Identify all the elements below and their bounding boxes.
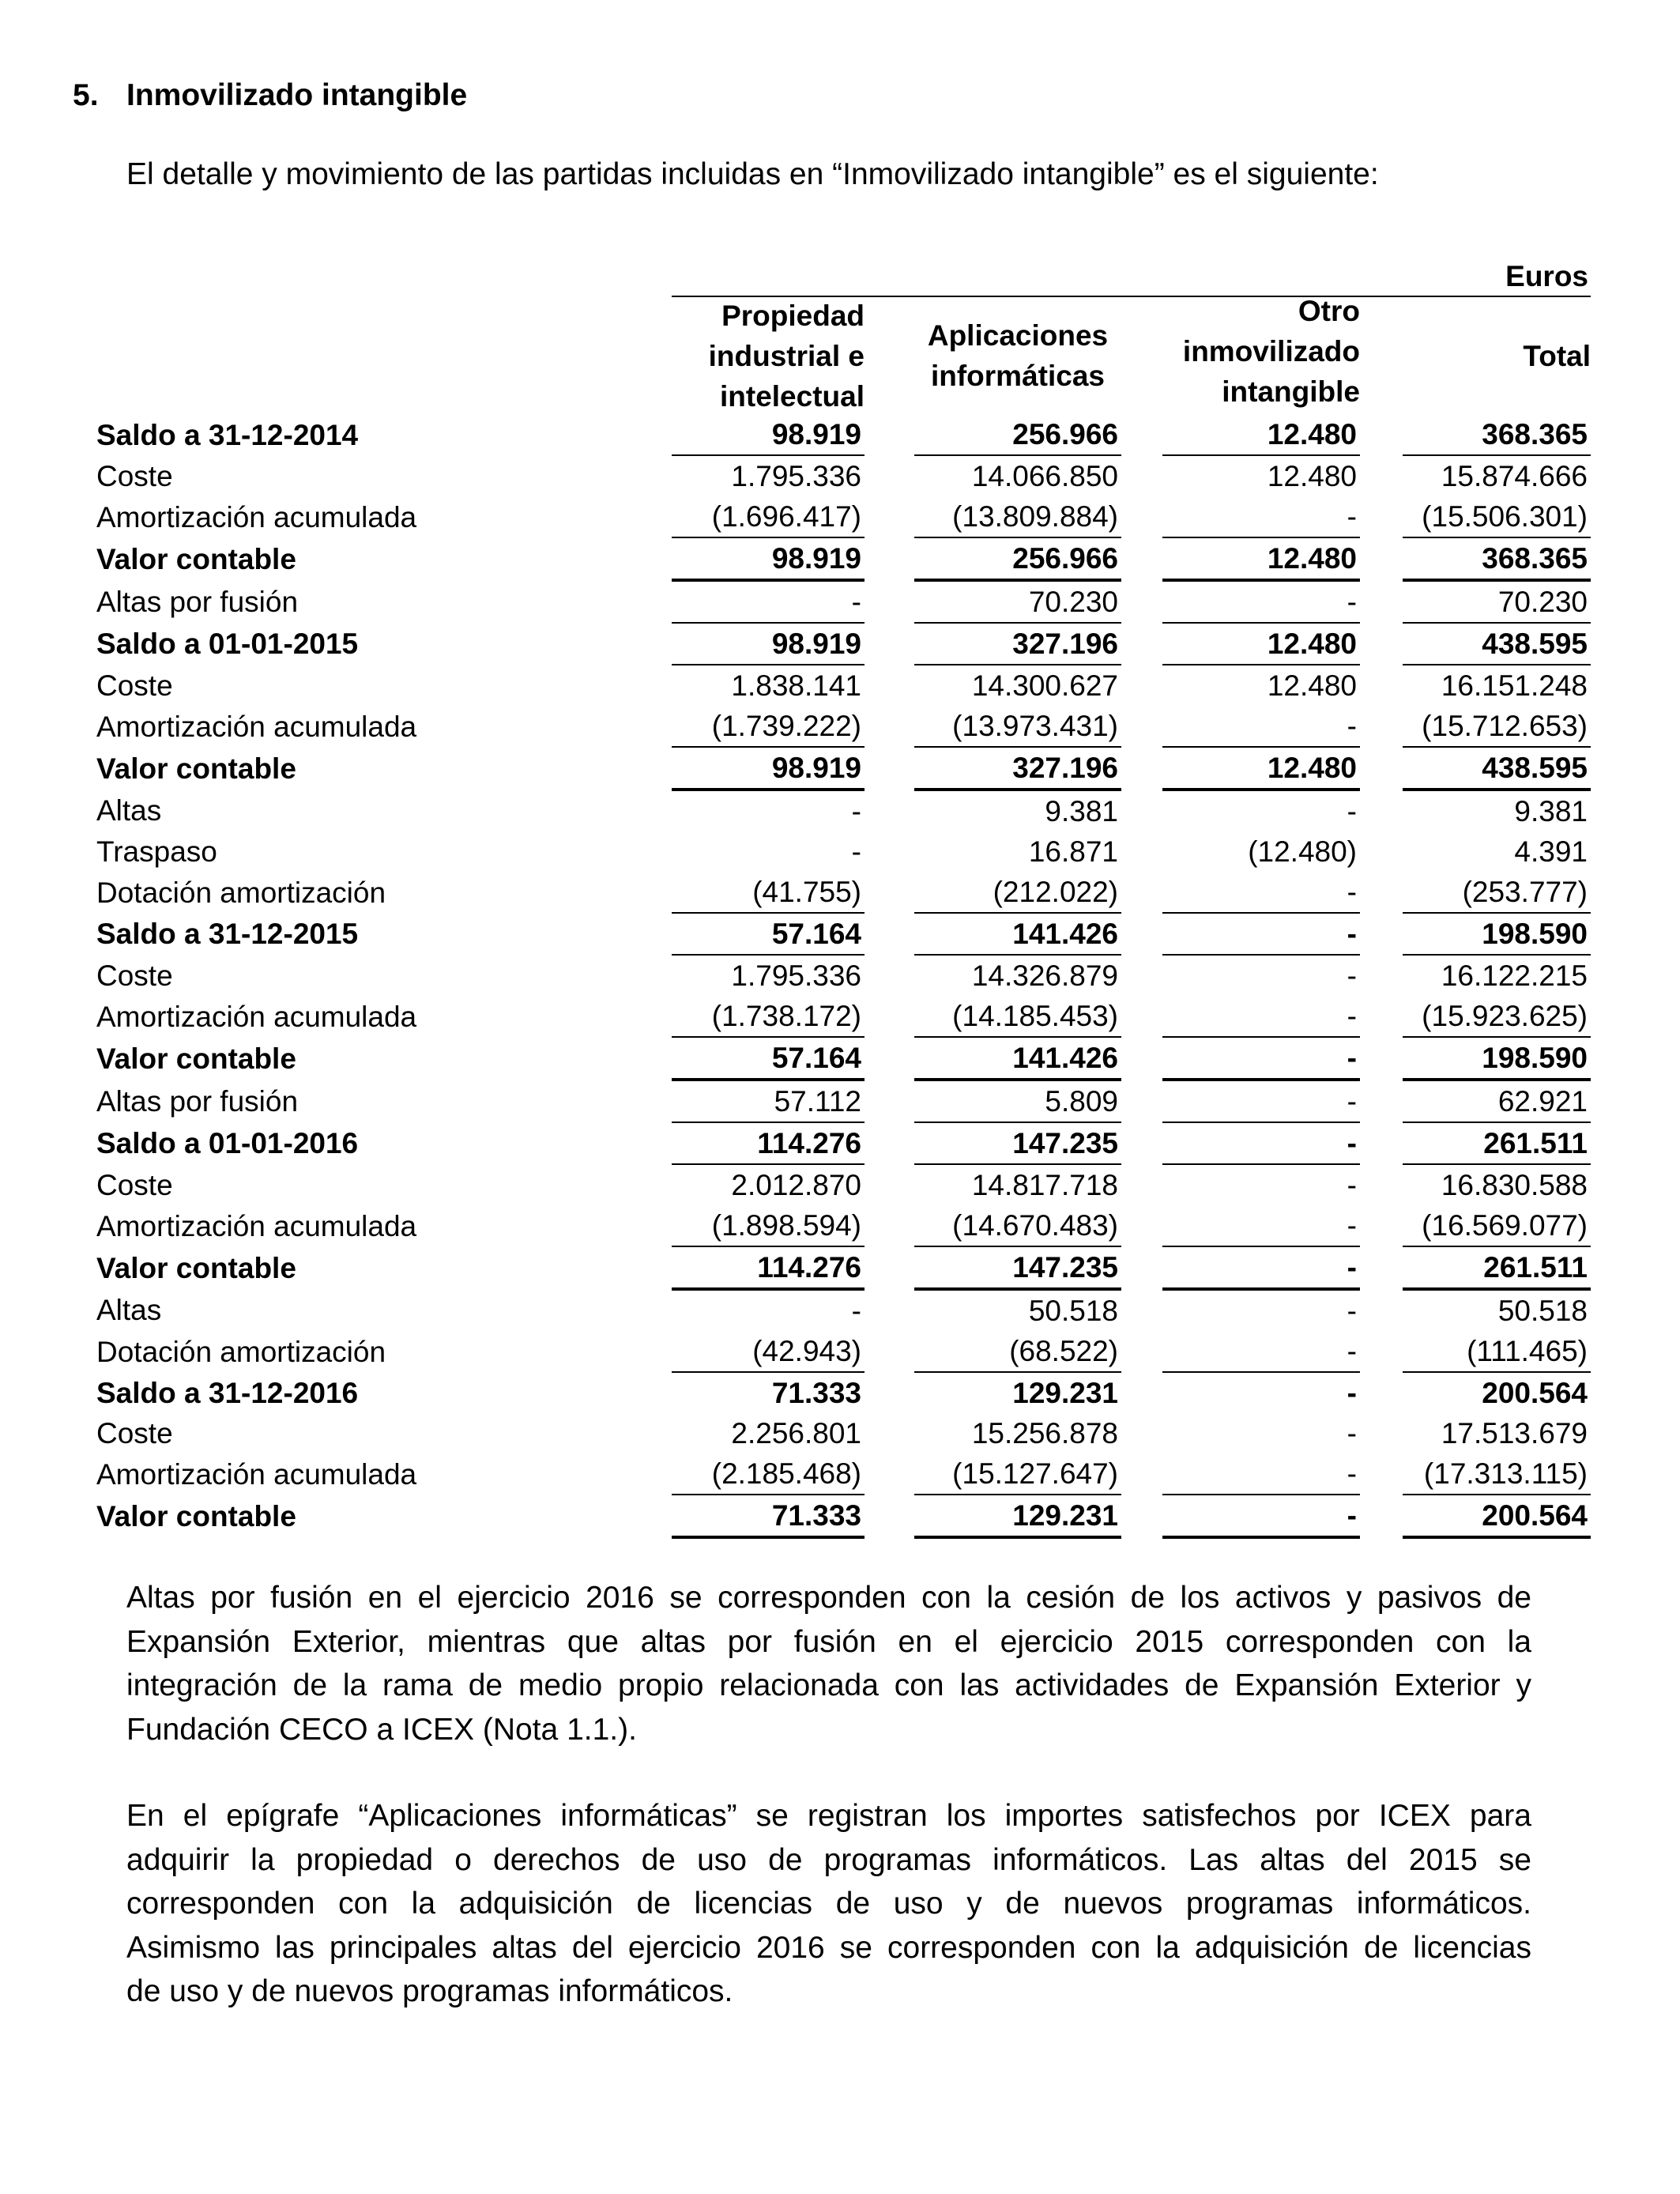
cell-aplicaciones: 14.326.879 xyxy=(971,959,1118,992)
cell-aplicaciones: 14.817.718 xyxy=(971,1169,1118,1201)
cell-gap xyxy=(864,747,914,790)
table-row xyxy=(96,790,1591,831)
cell-gap xyxy=(1360,1037,1403,1080)
cell-total: 198.590 xyxy=(1403,913,1591,955)
row-label: Saldo a 31-12-2015 xyxy=(96,918,359,950)
cell-propiedad: 98.919 xyxy=(672,747,864,790)
table-row xyxy=(96,1037,1591,1080)
cell-gap xyxy=(1121,955,1162,996)
table-row xyxy=(96,1372,1591,1413)
cell-total: (253.777) xyxy=(1403,872,1591,913)
table-row xyxy=(96,1289,1591,1331)
cell-otro: - xyxy=(1162,872,1360,913)
row-label: Saldo a 01-01-2016 xyxy=(96,1127,359,1159)
cell-gap xyxy=(1121,790,1162,831)
cell-gap xyxy=(1360,455,1403,496)
cell-otro: 12.480 xyxy=(1162,537,1360,580)
cell-aplicaciones: 14.066.850 xyxy=(971,460,1118,492)
cell-gap xyxy=(1121,1289,1162,1331)
col-header-line: intangible xyxy=(1222,375,1360,408)
cell-gap xyxy=(1121,665,1162,706)
cell-gap xyxy=(1121,1331,1162,1372)
cell-aplicaciones: (15.127.647) xyxy=(914,1453,1121,1495)
paragraph-line: Altas por fusión en el ejercicio 2016 se corresponden con la cesión de los activos y pasivos de xyxy=(126,1581,1531,1615)
cell-propiedad: 57.164 xyxy=(672,913,864,955)
cell-otro: - xyxy=(1162,913,1360,955)
unit-label: Euros xyxy=(1505,260,1588,292)
cell-total: 368.365 xyxy=(1403,537,1591,580)
cell-gap xyxy=(864,831,914,872)
cell-total: 16.151.248 xyxy=(1441,669,1588,702)
table-row xyxy=(96,872,1591,913)
cell-aplicaciones: 147.235 xyxy=(914,1122,1121,1164)
cell-gap xyxy=(1121,1246,1162,1289)
table-row xyxy=(96,1453,1591,1495)
cell-otro: - xyxy=(1162,1037,1360,1080)
cell-gap xyxy=(1121,831,1162,872)
table-row xyxy=(96,1495,1591,1537)
cell-gap xyxy=(1121,623,1162,665)
table-row xyxy=(96,496,1591,537)
cell-gap xyxy=(864,1453,914,1495)
cell-gap xyxy=(1360,1289,1403,1331)
cell-total: 4.391 xyxy=(1514,835,1588,868)
table-row xyxy=(96,831,1591,872)
paragraph-line: Expansión Exterior, mientras que altas por fusión en el ejercicio 2015 corresponden con la xyxy=(126,1624,1531,1659)
row-label: Amortización acumulada xyxy=(96,1457,417,1491)
cell-gap xyxy=(864,1495,914,1537)
cell-aplicaciones: 5.809 xyxy=(914,1080,1121,1122)
cell-gap xyxy=(864,665,914,706)
table-row xyxy=(96,747,1591,790)
table-row xyxy=(96,455,1591,496)
cell-total: 198.590 xyxy=(1403,1037,1591,1080)
cell-otro: 12.480 xyxy=(1162,747,1360,790)
cell-gap xyxy=(1121,1080,1162,1122)
cell-gap xyxy=(864,706,914,747)
col-header-line: Otro xyxy=(1298,294,1360,327)
cell-aplicaciones: (212.022) xyxy=(914,872,1121,913)
col-header-line: industrial e xyxy=(708,339,864,372)
cell-aplicaciones: (13.973.431) xyxy=(914,706,1121,747)
cell-gap xyxy=(1360,996,1403,1037)
row-label: Saldo a 01-01-2015 xyxy=(96,628,359,660)
cell-gap xyxy=(1360,623,1403,665)
table-row xyxy=(96,414,1591,455)
table-row xyxy=(96,706,1591,747)
row-label: Valor contable xyxy=(96,1499,296,1532)
cell-otro: 12.480 xyxy=(1162,623,1360,665)
cell-total: 438.595 xyxy=(1403,623,1591,665)
row-label: Valor contable xyxy=(96,1251,296,1284)
table-row xyxy=(96,1122,1591,1164)
cell-gap xyxy=(1360,1080,1403,1122)
paragraph-line: En el epígrafe “Aplicaciones informáticas” se registran los importes satisfechos por ICEX para xyxy=(126,1799,1531,1833)
cell-gap xyxy=(1121,996,1162,1037)
cell-propiedad: - xyxy=(851,835,861,868)
cell-gap xyxy=(1121,455,1162,496)
row-label: Dotación amortización xyxy=(96,876,386,909)
cell-gap xyxy=(864,580,914,623)
cell-propiedad: 114.276 xyxy=(672,1246,864,1289)
row-label: Traspaso xyxy=(96,835,217,868)
col-header-total xyxy=(1403,297,1591,414)
table-row xyxy=(96,623,1591,665)
cell-gap xyxy=(864,537,914,580)
cell-total: (15.506.301) xyxy=(1403,496,1591,537)
cell-gap xyxy=(1121,1122,1162,1164)
section-number: 5. xyxy=(73,78,99,112)
row-label: Amortización acumulada xyxy=(96,500,417,533)
row-label: Valor contable xyxy=(96,542,296,575)
col-header-line: Aplicaciones xyxy=(927,319,1109,352)
cell-aplicaciones: (68.522) xyxy=(914,1331,1121,1372)
cell-gap xyxy=(1360,790,1403,831)
cell-gap xyxy=(1360,1495,1403,1537)
cell-gap xyxy=(1360,872,1403,913)
cell-otro: - xyxy=(1347,1169,1357,1201)
cell-aplicaciones: 129.231 xyxy=(914,1495,1121,1537)
cell-gap xyxy=(1121,1495,1162,1537)
col-header-line: inmovilizado xyxy=(1182,334,1360,368)
col-header-line: informáticas xyxy=(930,360,1105,392)
cell-total: 16.830.588 xyxy=(1441,1169,1588,1201)
cell-gap xyxy=(864,913,914,955)
cell-propiedad: (1.739.222) xyxy=(672,706,864,747)
paragraph-line: integración de la rama de medio propio relacionada con las actividades de Expansión Exterior y xyxy=(126,1668,1531,1702)
paragraph-line: Asimismo las principales altas del ejercicio 2016 se corresponden con la adquisición de licencias xyxy=(126,1930,1531,1965)
cell-gap xyxy=(1121,414,1162,455)
cell-total: 62.921 xyxy=(1403,1080,1591,1122)
cell-gap xyxy=(1121,1453,1162,1495)
cell-propiedad: 2.256.801 xyxy=(731,1417,861,1449)
cell-propiedad: (1.696.417) xyxy=(672,496,864,537)
cell-gap xyxy=(864,955,914,996)
cell-otro: - xyxy=(1162,1080,1360,1122)
table-row xyxy=(96,1205,1591,1246)
cell-propiedad: 71.333 xyxy=(672,1495,864,1537)
cell-gap xyxy=(864,1413,914,1453)
cell-propiedad: 98.919 xyxy=(672,623,864,665)
paragraph-line: Fundación CECO a ICEX (Nota 1.1.). xyxy=(126,1712,637,1747)
table-row xyxy=(96,580,1591,623)
table-row xyxy=(96,1413,1591,1453)
cell-otro: - xyxy=(1347,795,1357,827)
cell-gap xyxy=(864,414,914,455)
cell-aplicaciones: 256.966 xyxy=(914,414,1121,455)
cell-total: 17.513.679 xyxy=(1441,1417,1588,1449)
cell-gap xyxy=(1121,913,1162,955)
cell-gap xyxy=(864,1372,914,1413)
cell-otro: - xyxy=(1347,1377,1357,1409)
cell-otro: - xyxy=(1162,496,1360,537)
cell-propiedad: 114.276 xyxy=(672,1122,864,1164)
cell-gap xyxy=(1121,1205,1162,1246)
row-label: Valor contable xyxy=(96,752,296,785)
row-label: Coste xyxy=(96,1168,173,1201)
cell-gap xyxy=(1360,1372,1403,1413)
cell-otro: - xyxy=(1162,706,1360,747)
cell-gap xyxy=(1360,913,1403,955)
cell-aplicaciones: 129.231 xyxy=(1012,1377,1118,1409)
cell-total: 200.564 xyxy=(1482,1377,1588,1409)
cell-total: (16.569.077) xyxy=(1403,1205,1591,1246)
cell-gap xyxy=(864,996,914,1037)
cell-otro: - xyxy=(1347,1417,1357,1449)
cell-aplicaciones: 9.381 xyxy=(1045,795,1118,827)
cell-total: 368.365 xyxy=(1403,414,1591,455)
cell-gap xyxy=(1360,496,1403,537)
cell-propiedad: 98.919 xyxy=(672,414,864,455)
cell-gap xyxy=(1121,872,1162,913)
row-label: Altas xyxy=(96,1294,162,1326)
cell-gap xyxy=(864,1246,914,1289)
cell-otro: - xyxy=(1162,1331,1360,1372)
cell-otro: - xyxy=(1347,1295,1357,1327)
row-label: Altas xyxy=(96,794,162,827)
intangible-assets-table xyxy=(96,414,1591,1539)
cell-propiedad: (42.943) xyxy=(672,1331,864,1372)
paragraph-line: corresponden con la adquisición de licencias de uso y de nuevos programas informáticos. xyxy=(126,1887,1531,1921)
row-label: Saldo a 31-12-2016 xyxy=(96,1376,359,1409)
cell-propiedad: 57.112 xyxy=(672,1080,864,1122)
row-label: Dotación amortización xyxy=(96,1335,386,1368)
row-label: Saldo a 31-12-2014 xyxy=(96,418,359,451)
cell-propiedad: - xyxy=(851,795,861,827)
cell-gap xyxy=(864,1164,914,1205)
cell-aplicaciones: 50.518 xyxy=(1028,1295,1118,1327)
col-header-aplicaciones xyxy=(914,297,1121,414)
cell-propiedad: (41.755) xyxy=(672,872,864,913)
cell-otro: (12.480) xyxy=(1248,835,1357,868)
table-row xyxy=(96,996,1591,1037)
cell-gap xyxy=(864,623,914,665)
cell-propiedad: 57.164 xyxy=(672,1037,864,1080)
cell-otro: - xyxy=(1162,1453,1360,1495)
cell-gap xyxy=(864,1289,914,1331)
cell-total: 438.595 xyxy=(1403,747,1591,790)
cell-total: (111.465) xyxy=(1403,1331,1591,1372)
cell-propiedad: 2.012.870 xyxy=(731,1169,861,1201)
cell-propiedad: (1.738.172) xyxy=(672,996,864,1037)
cell-gap xyxy=(864,1331,914,1372)
cell-gap xyxy=(1360,1205,1403,1246)
table-row xyxy=(96,955,1591,996)
cell-gap xyxy=(864,872,914,913)
row-label: Valor contable xyxy=(96,1042,296,1075)
cell-propiedad: (1.898.594) xyxy=(672,1205,864,1246)
cell-otro: 12.480 xyxy=(1162,414,1360,455)
col-header-line: Total xyxy=(1523,339,1591,372)
section-heading xyxy=(73,76,467,115)
cell-gap xyxy=(864,1205,914,1246)
cell-total: (15.923.625) xyxy=(1403,996,1591,1037)
cell-gap xyxy=(1360,1453,1403,1495)
cell-otro: - xyxy=(1162,1495,1360,1537)
table-row xyxy=(96,1164,1591,1205)
row-label: Amortización acumulada xyxy=(96,710,417,743)
cell-aplicaciones: 327.196 xyxy=(914,747,1121,790)
row-label: Coste xyxy=(96,459,173,492)
cell-aplicaciones: 70.230 xyxy=(914,580,1121,623)
cell-propiedad: (2.185.468) xyxy=(672,1453,864,1495)
cell-otro: 12.480 xyxy=(1267,669,1357,702)
cell-otro: 12.480 xyxy=(1267,460,1357,492)
cell-propiedad: 1.795.336 xyxy=(731,959,861,992)
col-header-line: Propiedad xyxy=(721,299,864,332)
cell-propiedad: - xyxy=(672,580,864,623)
cell-gap xyxy=(1360,1246,1403,1289)
cell-gap xyxy=(1121,747,1162,790)
cell-gap xyxy=(864,496,914,537)
cell-aplicaciones: 15.256.878 xyxy=(971,1417,1118,1449)
row-label: Altas por fusión xyxy=(96,585,299,618)
cell-gap xyxy=(864,1037,914,1080)
cell-aplicaciones: (13.809.884) xyxy=(914,496,1121,537)
cell-propiedad: 98.919 xyxy=(672,537,864,580)
cell-aplicaciones: 147.235 xyxy=(914,1246,1121,1289)
cell-aplicaciones: 327.196 xyxy=(914,623,1121,665)
paragraph-line: adquirir la propiedad o derechos de uso de programas informáticos. Las altas del 2015 se xyxy=(126,1842,1531,1877)
cell-gap xyxy=(864,790,914,831)
cell-gap xyxy=(1360,747,1403,790)
cell-propiedad: 1.795.336 xyxy=(731,460,861,492)
paragraph-altas-fusion xyxy=(126,1576,1531,1751)
row-label: Altas por fusión xyxy=(96,1084,299,1118)
cell-gap xyxy=(864,1080,914,1122)
intro-text: El detalle y movimiento de las partidas incluidas en “Inmovilizado intangible” es el siguiente: xyxy=(126,157,1379,191)
cell-total: (17.313.115) xyxy=(1403,1453,1591,1495)
cell-aplicaciones: 141.426 xyxy=(914,913,1121,955)
cell-gap xyxy=(1121,537,1162,580)
cell-aplicaciones: (14.185.453) xyxy=(914,996,1121,1037)
cell-aplicaciones: (14.670.483) xyxy=(914,1205,1121,1246)
paragraph-line: de uso y de nuevos programas informáticos. xyxy=(126,1974,733,2008)
cell-total: 200.564 xyxy=(1403,1495,1591,1537)
cell-otro: - xyxy=(1162,580,1360,623)
cell-gap xyxy=(1121,1037,1162,1080)
cell-aplicaciones: 14.300.627 xyxy=(971,669,1118,702)
cell-gap xyxy=(1360,1122,1403,1164)
cell-otro: - xyxy=(1162,1122,1360,1164)
row-label: Coste xyxy=(96,1417,173,1449)
cell-aplicaciones: 256.966 xyxy=(914,537,1121,580)
cell-gap xyxy=(1360,1164,1403,1205)
cell-total: 261.511 xyxy=(1403,1246,1591,1289)
cell-aplicaciones: 141.426 xyxy=(914,1037,1121,1080)
cell-gap xyxy=(864,455,914,496)
table-row xyxy=(96,1246,1591,1289)
cell-gap xyxy=(1121,706,1162,747)
cell-total: 16.122.215 xyxy=(1441,959,1588,992)
cell-total: 15.874.666 xyxy=(1441,460,1588,492)
row-label: Amortización acumulada xyxy=(96,1209,417,1242)
cell-gap xyxy=(1360,537,1403,580)
cell-propiedad: 71.333 xyxy=(771,1377,861,1409)
table-row xyxy=(96,1080,1591,1122)
cell-gap xyxy=(864,1122,914,1164)
cell-gap xyxy=(1360,1331,1403,1372)
table-row xyxy=(96,537,1591,580)
cell-gap xyxy=(1360,580,1403,623)
cell-total: 50.518 xyxy=(1497,1295,1588,1327)
cell-gap xyxy=(1360,665,1403,706)
cell-total: (15.712.653) xyxy=(1403,706,1591,747)
cell-aplicaciones: 16.871 xyxy=(1028,835,1118,868)
cell-gap xyxy=(1121,1164,1162,1205)
cell-gap xyxy=(1121,1372,1162,1413)
cell-gap xyxy=(1360,831,1403,872)
table-row xyxy=(96,665,1591,706)
col-header-otro xyxy=(1162,292,1360,409)
cell-otro: - xyxy=(1347,959,1357,992)
cell-propiedad: 1.838.141 xyxy=(731,669,861,702)
cell-otro: - xyxy=(1162,1205,1360,1246)
cell-gap xyxy=(1360,955,1403,996)
table-row xyxy=(96,913,1591,955)
cell-total: 261.511 xyxy=(1403,1122,1591,1164)
cell-gap xyxy=(1360,414,1403,455)
row-label: Coste xyxy=(96,669,173,702)
row-label: Coste xyxy=(96,959,173,992)
col-header-line: intelectual xyxy=(720,379,864,413)
cell-otro: - xyxy=(1162,996,1360,1037)
col-header-propiedad xyxy=(672,297,864,414)
cell-gap xyxy=(1121,496,1162,537)
section-title: Inmovilizado intangible xyxy=(126,78,468,112)
cell-propiedad: - xyxy=(851,1295,861,1327)
paragraph-aplicaciones xyxy=(126,1794,1531,2014)
table-row xyxy=(96,1331,1591,1372)
cell-total: 9.381 xyxy=(1514,795,1588,827)
row-label: Amortización acumulada xyxy=(96,1000,417,1033)
cell-gap xyxy=(1121,580,1162,623)
cell-otro: - xyxy=(1162,1246,1360,1289)
cell-total: 70.230 xyxy=(1403,580,1591,623)
cell-gap xyxy=(1360,706,1403,747)
cell-gap xyxy=(1360,1413,1403,1453)
cell-gap xyxy=(1121,1413,1162,1453)
